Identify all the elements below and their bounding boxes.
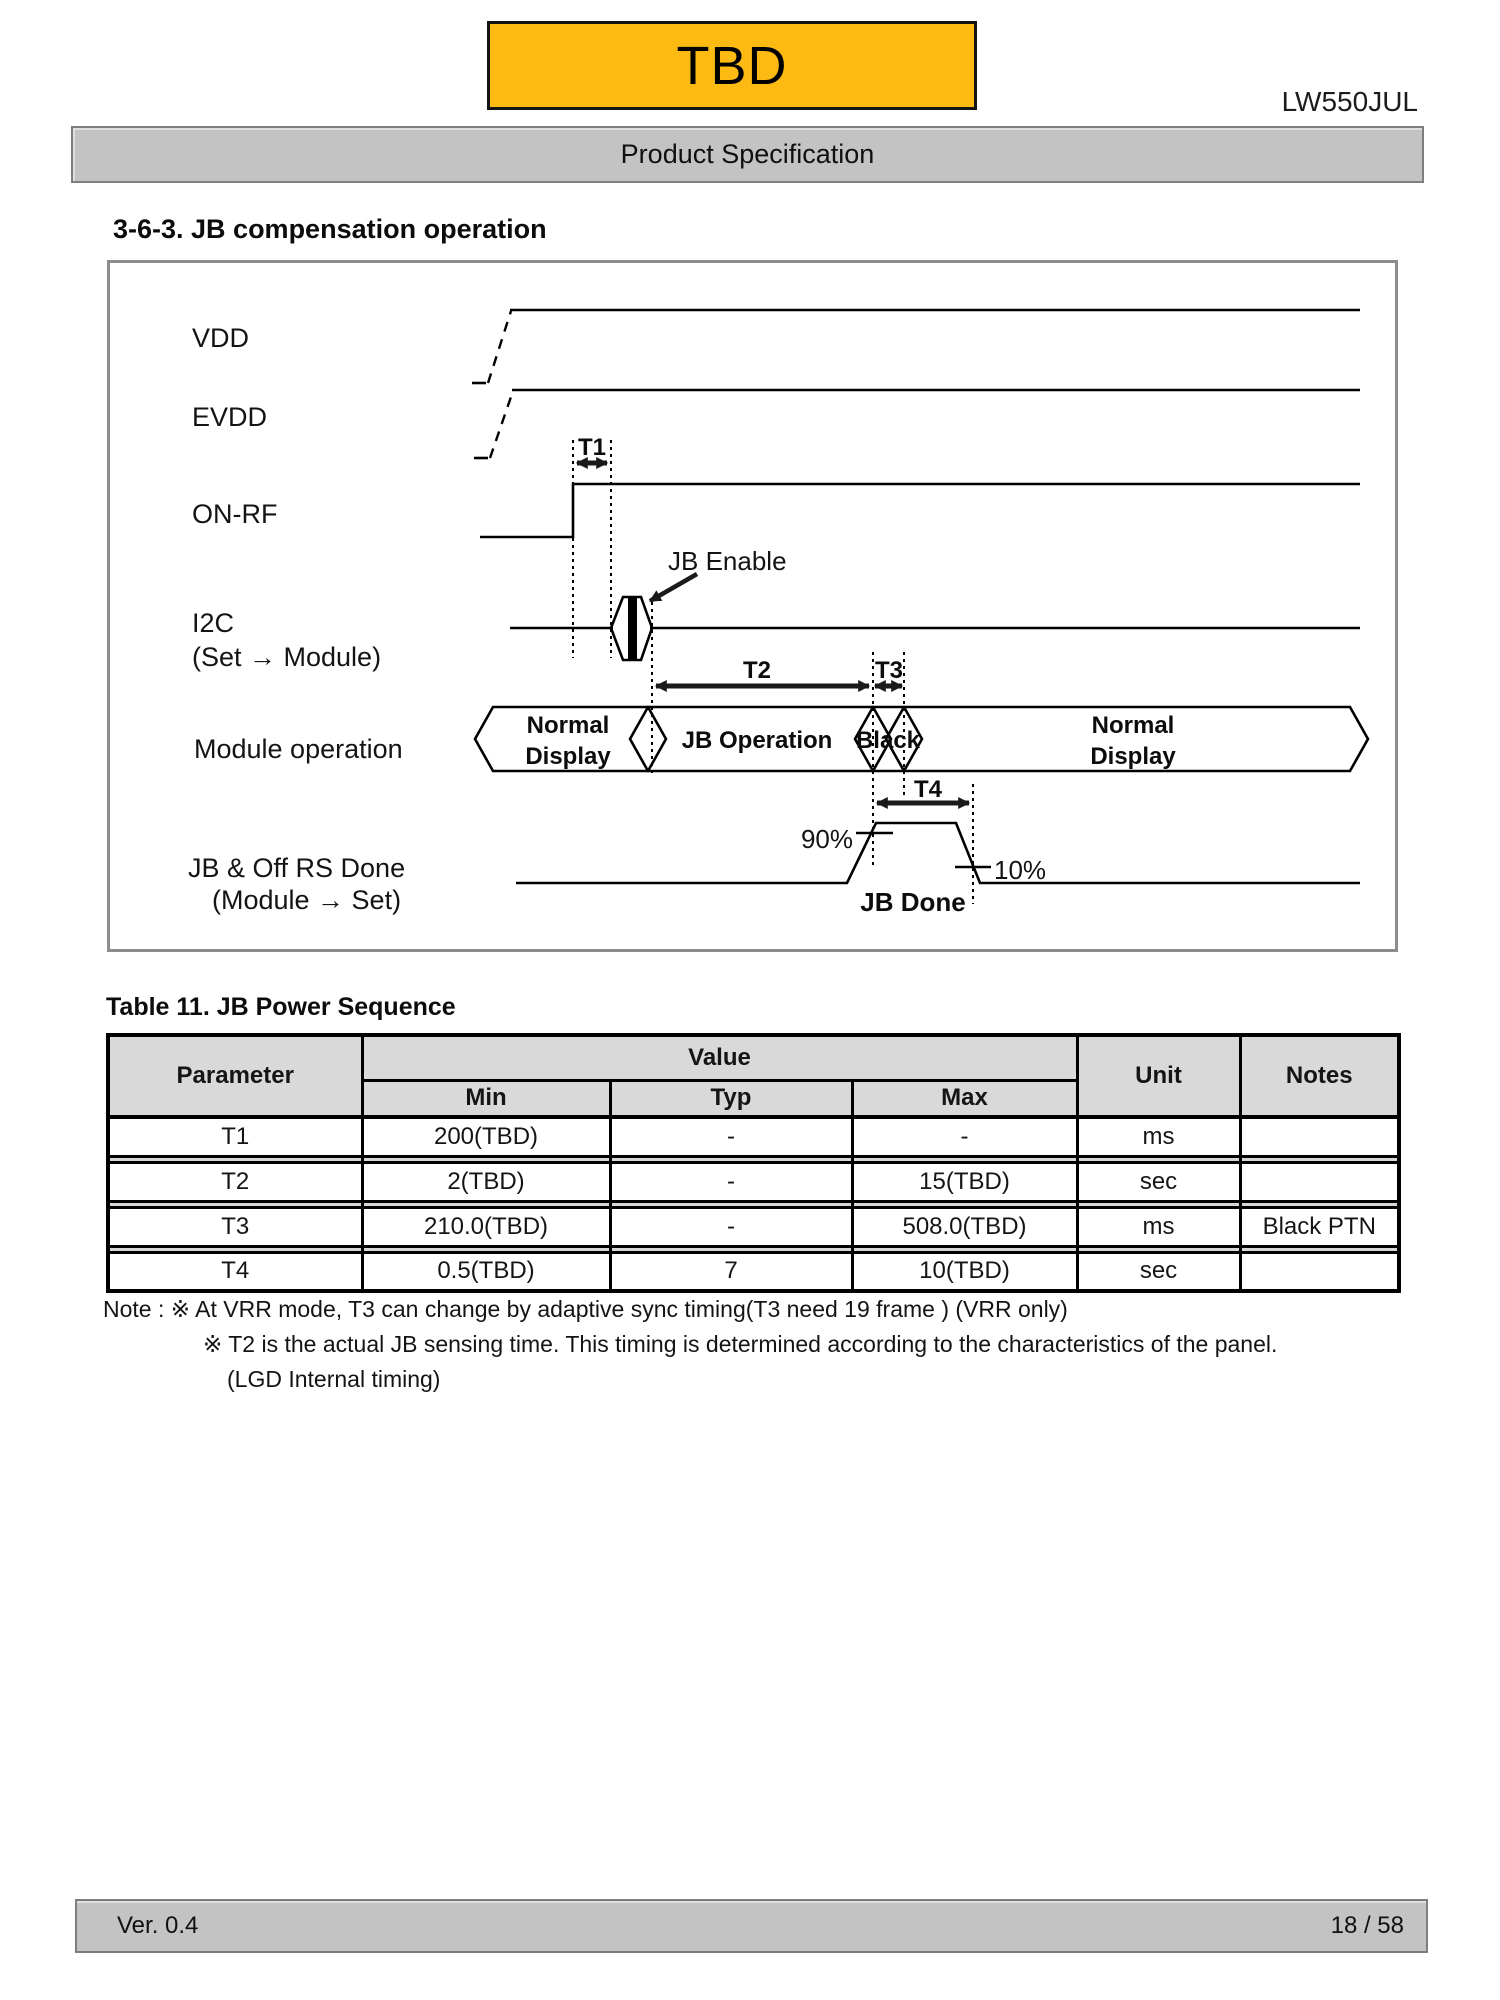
note-line-2: ※ T2 is the actual JB sensing time. This timing is determined according to the characteristics of the panel.: [203, 1331, 1278, 1357]
signal-label-vdd: VDD: [192, 323, 250, 353]
jb-done-label: JB Done: [860, 887, 966, 917]
cell-notes: Black PTN: [1240, 1207, 1399, 1246]
i2c-waveform: [510, 597, 1360, 660]
pct10-label: 10%: [994, 855, 1047, 885]
jb-off-rs-done-waveform: [516, 823, 1360, 917]
cell-max: -: [852, 1117, 1077, 1156]
col-header-notes: Notes: [1240, 1035, 1399, 1117]
cell-notes: [1240, 1162, 1399, 1201]
cell-notes: [1240, 1117, 1399, 1156]
table-row-t4: [108, 1252, 1399, 1291]
table-row-t3: [108, 1207, 1399, 1246]
cell-notes: [1240, 1252, 1399, 1291]
cell-typ: -: [610, 1162, 852, 1201]
table-row-t1: [108, 1117, 1399, 1156]
t2-label: T2: [742, 657, 772, 684]
col-header-unit: Unit: [1077, 1035, 1240, 1117]
jb-operation-label: JB Operation: [681, 727, 833, 754]
cell-typ: 7: [610, 1252, 852, 1291]
notes-block: [103, 1296, 1277, 1393]
footer-page-number: 18 / 58: [1330, 1912, 1404, 1939]
cell-parameter: T4: [108, 1252, 362, 1291]
cell-parameter: T1: [108, 1117, 362, 1156]
section-title: 3-6-3. JB compensation operation: [113, 214, 547, 244]
cell-unit: ms: [1077, 1117, 1240, 1156]
signal-label-i2c-dir: (Set → Module): [192, 642, 382, 672]
t1-label: T1: [577, 434, 607, 461]
normal-display-2-line2: Display: [1090, 743, 1176, 770]
cell-min: 210.0(TBD): [362, 1207, 610, 1246]
black-label: Black: [855, 727, 921, 754]
t3-label: T3: [874, 657, 904, 684]
signal-label-jb-off-rs-done: JB & Off RS Done: [188, 853, 406, 883]
document-title: Product Specification: [620, 139, 875, 169]
t1-dimension: [573, 434, 611, 658]
note-line-3: (LGD Internal timing): [227, 1366, 441, 1392]
jb-enable-arrow: [650, 574, 697, 601]
module-operation-bus: [475, 707, 1368, 771]
cell-typ: -: [610, 1207, 852, 1246]
document-title-bar: [71, 126, 1424, 183]
jb-power-sequence-table: [106, 1033, 1401, 1293]
tbd-stamp-text: TBD: [676, 35, 788, 96]
cell-typ: -: [610, 1117, 852, 1156]
cell-max: 508.0(TBD): [852, 1207, 1077, 1246]
signal-label-module-operation: Module operation: [194, 734, 403, 764]
tbd-stamp: [487, 21, 977, 110]
timing-diagram: [107, 260, 1398, 952]
pct90-label: 90%: [800, 824, 853, 854]
footer-version: Ver. 0.4: [117, 1912, 199, 1939]
normal-display-2-line1: Normal: [1091, 712, 1175, 739]
t4-dimension: [877, 776, 973, 904]
col-header-parameter: Parameter: [108, 1035, 362, 1117]
signal-label-onrf: ON-RF: [192, 499, 278, 529]
cell-parameter: T3: [108, 1207, 362, 1246]
cell-min: 0.5(TBD): [362, 1252, 610, 1291]
t2-dimension: [656, 657, 869, 686]
col-header-value: Value: [362, 1035, 1077, 1080]
signal-label-jb-off-rs-dir: (Module → Set): [212, 885, 402, 915]
col-header-min: Min: [362, 1080, 610, 1117]
timing-diagram-frame: [107, 260, 1398, 952]
footer-bar: [75, 1899, 1428, 1953]
signal-label-evdd: EVDD: [192, 402, 268, 432]
cell-max: 15(TBD): [852, 1162, 1077, 1201]
t4-label: T4: [913, 776, 943, 803]
jb-enable-label: JB Enable: [668, 546, 787, 576]
evdd-waveform: [474, 390, 1360, 458]
vdd-waveform: [472, 310, 1360, 383]
normal-display-1-line2: Display: [525, 743, 611, 770]
cell-min: 200(TBD): [362, 1117, 610, 1156]
jb-enable-pulse: [628, 597, 637, 660]
t3-dimension: [875, 657, 903, 686]
model-code: LW550JUL: [1281, 86, 1418, 117]
cell-unit: sec: [1077, 1252, 1240, 1291]
signal-label-i2c: I2C: [192, 608, 235, 638]
table-row-t2: [108, 1162, 1399, 1201]
cell-unit: sec: [1077, 1162, 1240, 1201]
cell-max: 10(TBD): [852, 1252, 1077, 1291]
jb-enable-callout: [650, 546, 787, 601]
note-line-1: Note : ※ At VRR mode, T3 can change by adaptive sync timing(T3 need 19 frame ) (VRR only): [103, 1296, 1068, 1322]
cell-parameter: T2: [108, 1162, 362, 1201]
cell-min: 2(TBD): [362, 1162, 610, 1201]
cell-unit: ms: [1077, 1207, 1240, 1246]
normal-display-1-line1: Normal: [526, 712, 610, 739]
col-header-typ: Typ: [610, 1080, 852, 1117]
table-title: Table 11. JB Power Sequence: [106, 993, 456, 1021]
col-header-max: Max: [852, 1080, 1077, 1117]
